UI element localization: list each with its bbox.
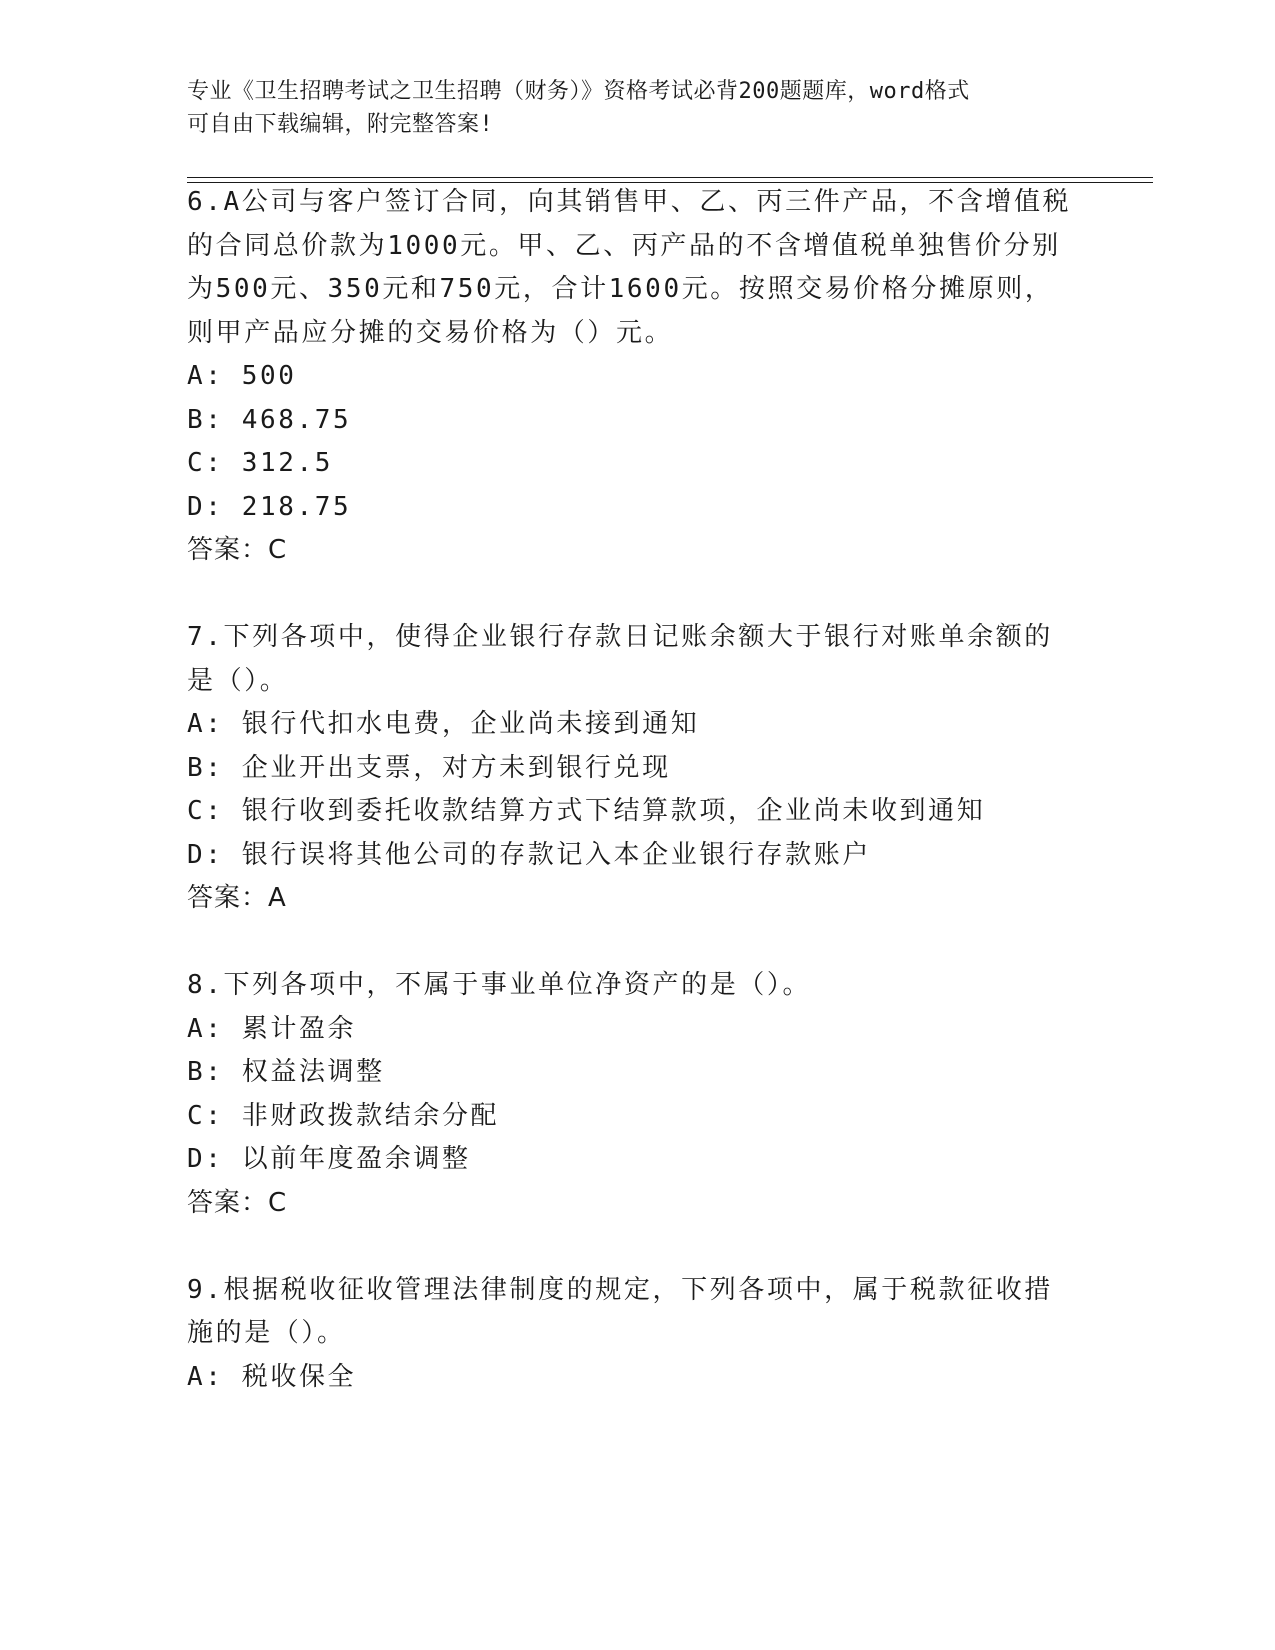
question-stem-line: 的合同总价款为1000元。甲、乙、丙产品的不含增值税单独售价分别 bbox=[187, 230, 1061, 261]
header-line-1: 专业《卫生招聘考试之卫生招聘（财务）》资格考试必背200题题库，word格式 bbox=[187, 79, 970, 104]
option-line: B: 企业开出支票，对方未到银行兑现 bbox=[187, 752, 671, 783]
option-line: D: 218.75 bbox=[187, 491, 352, 522]
question-stem-line: 为500元、350元和750元，合计1600元。按照交易价格分摊原则， bbox=[187, 274, 1054, 304]
question-stem-line: 则甲产品应分摊的交易价格为（）元。 bbox=[187, 317, 674, 348]
option-line: C: 非财政拨款结余分配 bbox=[187, 1100, 500, 1131]
question-stem-line: 9.根据税收征收管理法律制度的规定，下列各项中，属于税款征收措 bbox=[187, 1274, 1053, 1305]
option-line: C: 银行收到委托收款结算方式下结算款项，企业尚未收到通知 bbox=[187, 796, 986, 826]
header-line-2: 可自由下载编辑，附完整答案! bbox=[187, 112, 494, 137]
question-stem-line: 7.下列各项中，使得企业银行存款日记账余额大于银行对账单余额的 bbox=[187, 622, 1053, 652]
answer-line: 答案：A bbox=[187, 883, 287, 913]
question-stem-line: 6.A公司与客户签订合同，向其销售甲、乙、丙三件产品，不含增值税 bbox=[187, 187, 1072, 217]
answer-line: 答案：C bbox=[187, 1187, 288, 1218]
option-line: A: 税收保全 bbox=[187, 1361, 357, 1392]
option-line: A: 银行代扣水电费，企业尚未接到通知 bbox=[187, 709, 700, 739]
option-line: A: 累计盈余 bbox=[187, 1013, 357, 1044]
header-divider-bottom bbox=[187, 182, 1153, 183]
option-line: D: 以前年度盈余调整 bbox=[187, 1144, 471, 1174]
option-line: B: 468.75 bbox=[187, 404, 352, 435]
option-line: B: 权益法调整 bbox=[187, 1057, 385, 1087]
header-divider-top bbox=[187, 177, 1153, 178]
question-stem-line: 施的是（）。 bbox=[187, 1318, 346, 1348]
option-line: D: 银行误将其他公司的存款记入本企业银行存款账户 bbox=[187, 839, 871, 870]
option-line: A: 500 bbox=[187, 361, 297, 391]
option-line: C: 312.5 bbox=[187, 448, 334, 478]
question-stem-line: 8.下列各项中，不属于事业单位净资产的是（）。 bbox=[187, 970, 812, 1000]
document-header bbox=[187, 75, 1067, 141]
answer-line: 答案：C bbox=[187, 535, 288, 565]
question-stem-line: 是（）。 bbox=[187, 665, 289, 696]
